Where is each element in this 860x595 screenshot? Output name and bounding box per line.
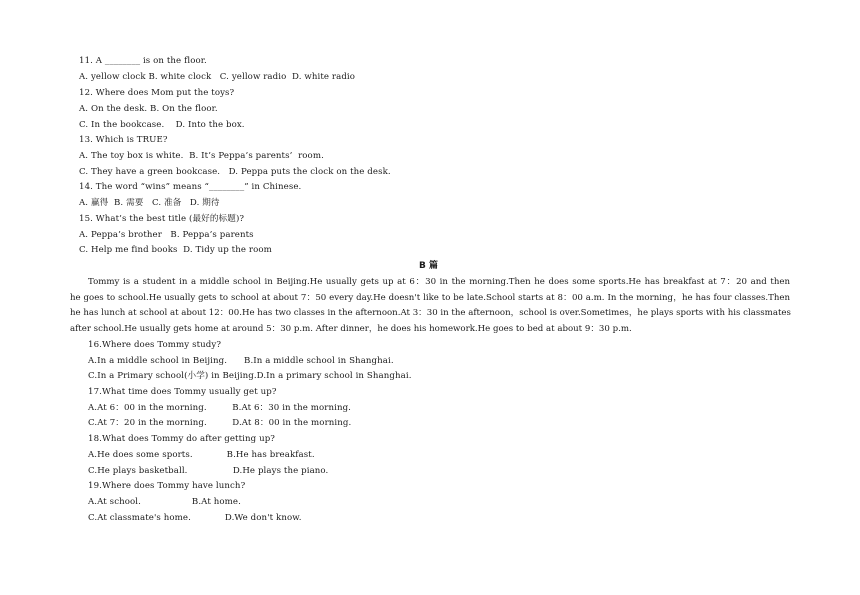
section-b-title: B 篇 (419, 261, 438, 271)
question-12-stem: 12. Where does Mom put the toys? (79, 88, 235, 98)
question-17-options-cd: C.At 7：20 in the morning. D.At 8：00 in the morning. (88, 418, 352, 428)
question-16-stem: 16.Where does Tommy study? (88, 340, 222, 350)
question-11-stem: 11. A ________ is on the floor. (79, 56, 207, 66)
question-19-stem: 19.Where does Tommy have lunch? (88, 481, 246, 491)
question-14-stem: 14. The word “wins” means “________” in Chinese. (79, 182, 302, 192)
question-15-options-ab: A. Peppa’s brother B. Peppa’s parents (79, 230, 254, 240)
question-19-options-ab: A.At school. B.At home. (88, 497, 241, 507)
question-15-options-cd: C. Help me find books D. Tidy up the room (79, 245, 272, 255)
question-19-options-cd: C.At classmate's home. D.We don't know. (88, 513, 302, 523)
question-12-options-ab: A. On the desk. B. On the floor. (79, 104, 218, 114)
question-18-options-ab: A.He does some sports. B.He has breakfast. (88, 450, 315, 460)
question-15-stem: 15. What’s the best title (最好的标题)? (79, 214, 245, 224)
question-17-stem: 17.What time does Tommy usually get up? (88, 387, 277, 397)
passage-line-1: Tommy is a student in a middle school in Beijing.He usually gets up at 6：30 in the morning.Then he does some sports.He has breakfast at 7：20 and then (88, 277, 790, 287)
passage-line-2: he goes to school.He usually gets to school at about 7：50 every day.He doesn't like to be late.School starts at 8：00 a.m. In the morning，he has four classes.Then (70, 293, 790, 303)
question-13-options-cd: C. They have a green bookcase. D. Peppa puts the clock on the desk. (79, 167, 391, 177)
passage-line-4: after school.He usually gets home at around 5：30 p.m. After dinner，he does his homework.He goes to bed at about 9：30 p.m. (70, 324, 632, 334)
question-13-stem: 13. Which is TRUE? (79, 135, 168, 145)
question-16-options-ab: A.In a middle school in Beijing. B.In a middle school in Shanghai. (88, 356, 394, 366)
question-18-stem: 18.What does Tommy do after getting up? (88, 434, 276, 444)
question-16-options-cd: C.In a Primary school(小学) in Beijing.D.In a primary school in Shanghai. (88, 371, 412, 381)
passage-line-3: he has lunch at school at about 12：00.He has two classes in the afternoon.At 3：30 in the afternoon，school is over.Sometimes，he plays sports with his classmates (70, 308, 791, 318)
question-18-options-cd: C.He plays basketball. D.He plays the piano. (88, 466, 329, 476)
question-13-options-ab: A. The toy box is white. B. It’s Peppa’s parents’ room. (79, 151, 324, 161)
question-12-options-cd: C. In the bookcase. D. Into the box. (79, 120, 245, 130)
question-11-options: A. yellow clock B. white clock C. yellow radio D. white radio (79, 72, 356, 82)
question-17-options-ab: A.At 6：00 in the morning. B.At 6：30 in the morning. (88, 403, 352, 413)
question-14-options: A. 赢得 B. 需要 C. 准备 D. 期待 (79, 198, 220, 208)
